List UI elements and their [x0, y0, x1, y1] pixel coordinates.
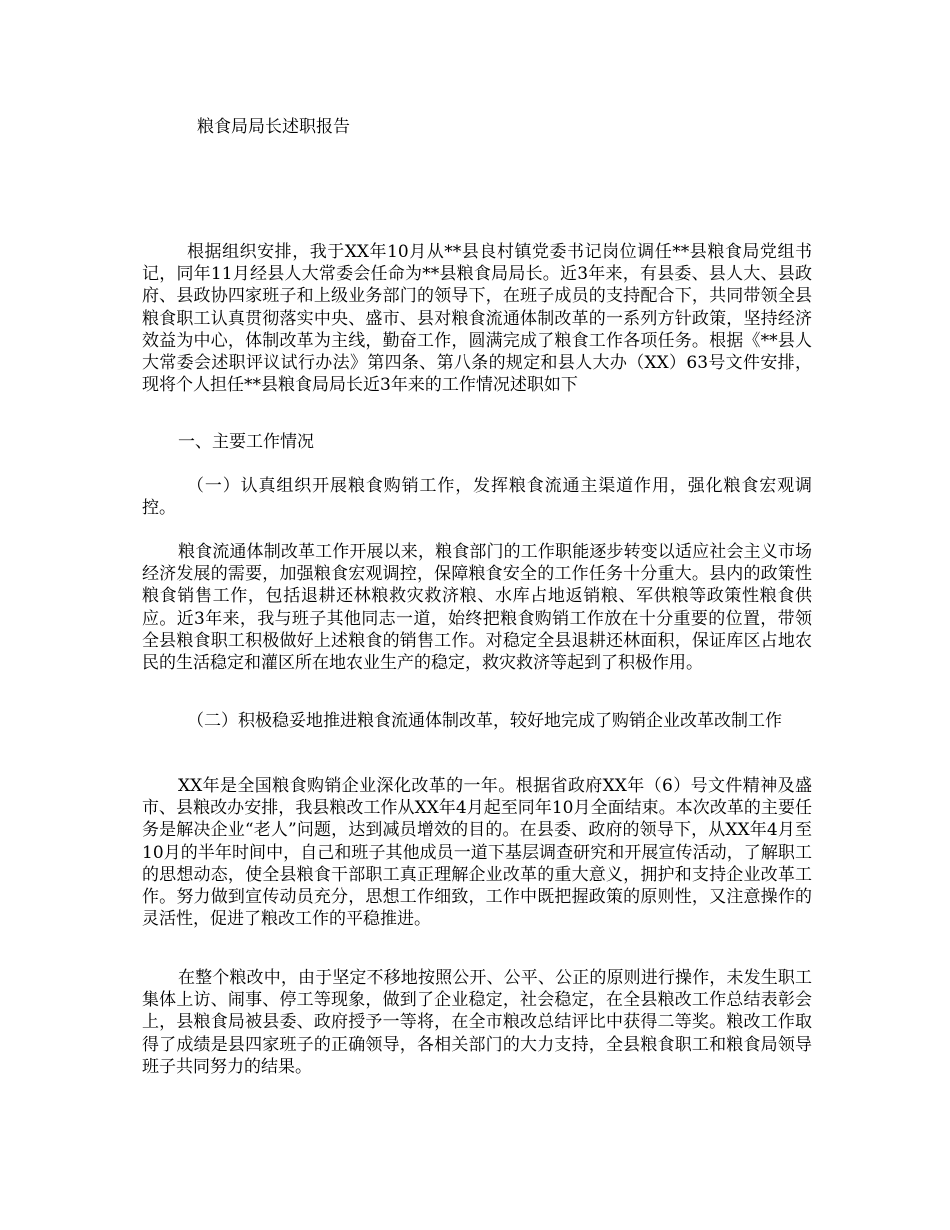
section-heading: 一、主要工作情况: [178, 432, 314, 452]
document-title: 粮食局局长述职报告: [197, 117, 350, 137]
paragraph-reform: XX年是全国粮食购销企业深化改革的一年。根据省政府XX年（6）号文件精神及盛市、县粮改办安排，我县粮改工作从XX年4月起至同年10月全面结束。本次改革的主要任务是解决企业“老人”问题，达到减员增效的目的。在县委、政府的领导下，从XX年4月至10月的半年时间中，自己和班子其他成员一道下基层调查研究和开展宣传活动，了解职工的思想动态，使全县粮食干部职工真正理解企业改革的重大意义，拥护和支持企业改革工作。努力做到宣传动员充分，思想工作细致，工作中既把握政策的原则性，又注意操作的灵活性，促进了粮改工作的平稳推进。: [142, 776, 812, 930]
paragraph-reform-results: 在整个粮改中，由于坚定不移地按照公开、公平、公正的原则进行操作，未发生职工集体上访、闹事、停工等现象，做到了企业稳定，社会稳定，在全县粮改工作总结表彰会上，县粮食局被县委、政府授予一等将，在全市粮改总结评比中获得二等奖。粮改工作取得了成绩是县四家班子的正确领导，各相关部门的大力支持，全县粮食职工和粮食局领导班子共同努力的结果。: [142, 968, 812, 1077]
subsection-heading-2: （二）积极稳妥地推进粮食流通体制改革，较好地完成了购销企业改革改制工作: [187, 711, 782, 731]
subsection-heading-1: （一）认真组织开展粮食购销工作，发挥粮食流通主渠道作用，强化粮食宏观调控。: [142, 476, 812, 519]
paragraph-intro: 根据组织安排，我于XX年10月从**县良村镇党委书记岗位调任**县粮食局党组书记，同年11月经县人大常委会任命为**县粮食局局长。近3年来，有县委、县人大、县政府、县政协四家班子和上级业务部门的领导下，在班子成员的支持配合下，共同带领全县粮食职工认真贯彻落实中央、盛市、县对粮食流通体制改革的一系列方针政策，坚持经济效益为中心，体制改革为主线，勤奋工作，圆满完成了粮食工作各项任务。根据《**县人大常委会述职评议试行办法》第四条、第八条的规定和县人大办（XX）63号文件安排，现将个人担任**县粮食局局长近3年来的工作情况述职如下: [142, 242, 812, 396]
paragraph-grain-sales: 粮食流通体制改革工作开展以来，粮食部门的工作职能逐步转变以适应社会主义市场经济发展的需要，加强粮食宏观调控，保障粮食安全的工作任务十分重大。县内的政策性粮食销售工作，包括退耕还林粮救灾救济粮、水库占地返销粮、军供粮等政策性粮食供应。近3年来，我与班子其他同志一道，始终把粮食购销工作放在十分重要的位置，带领全县粮食职工积极做好上述粮食的销售工作。对稳定全县退耕还林面积，保证库区占地农民的生活稳定和灌区所在地农业生产的稳定，救灾救济等起到了积极作用。: [142, 542, 812, 674]
